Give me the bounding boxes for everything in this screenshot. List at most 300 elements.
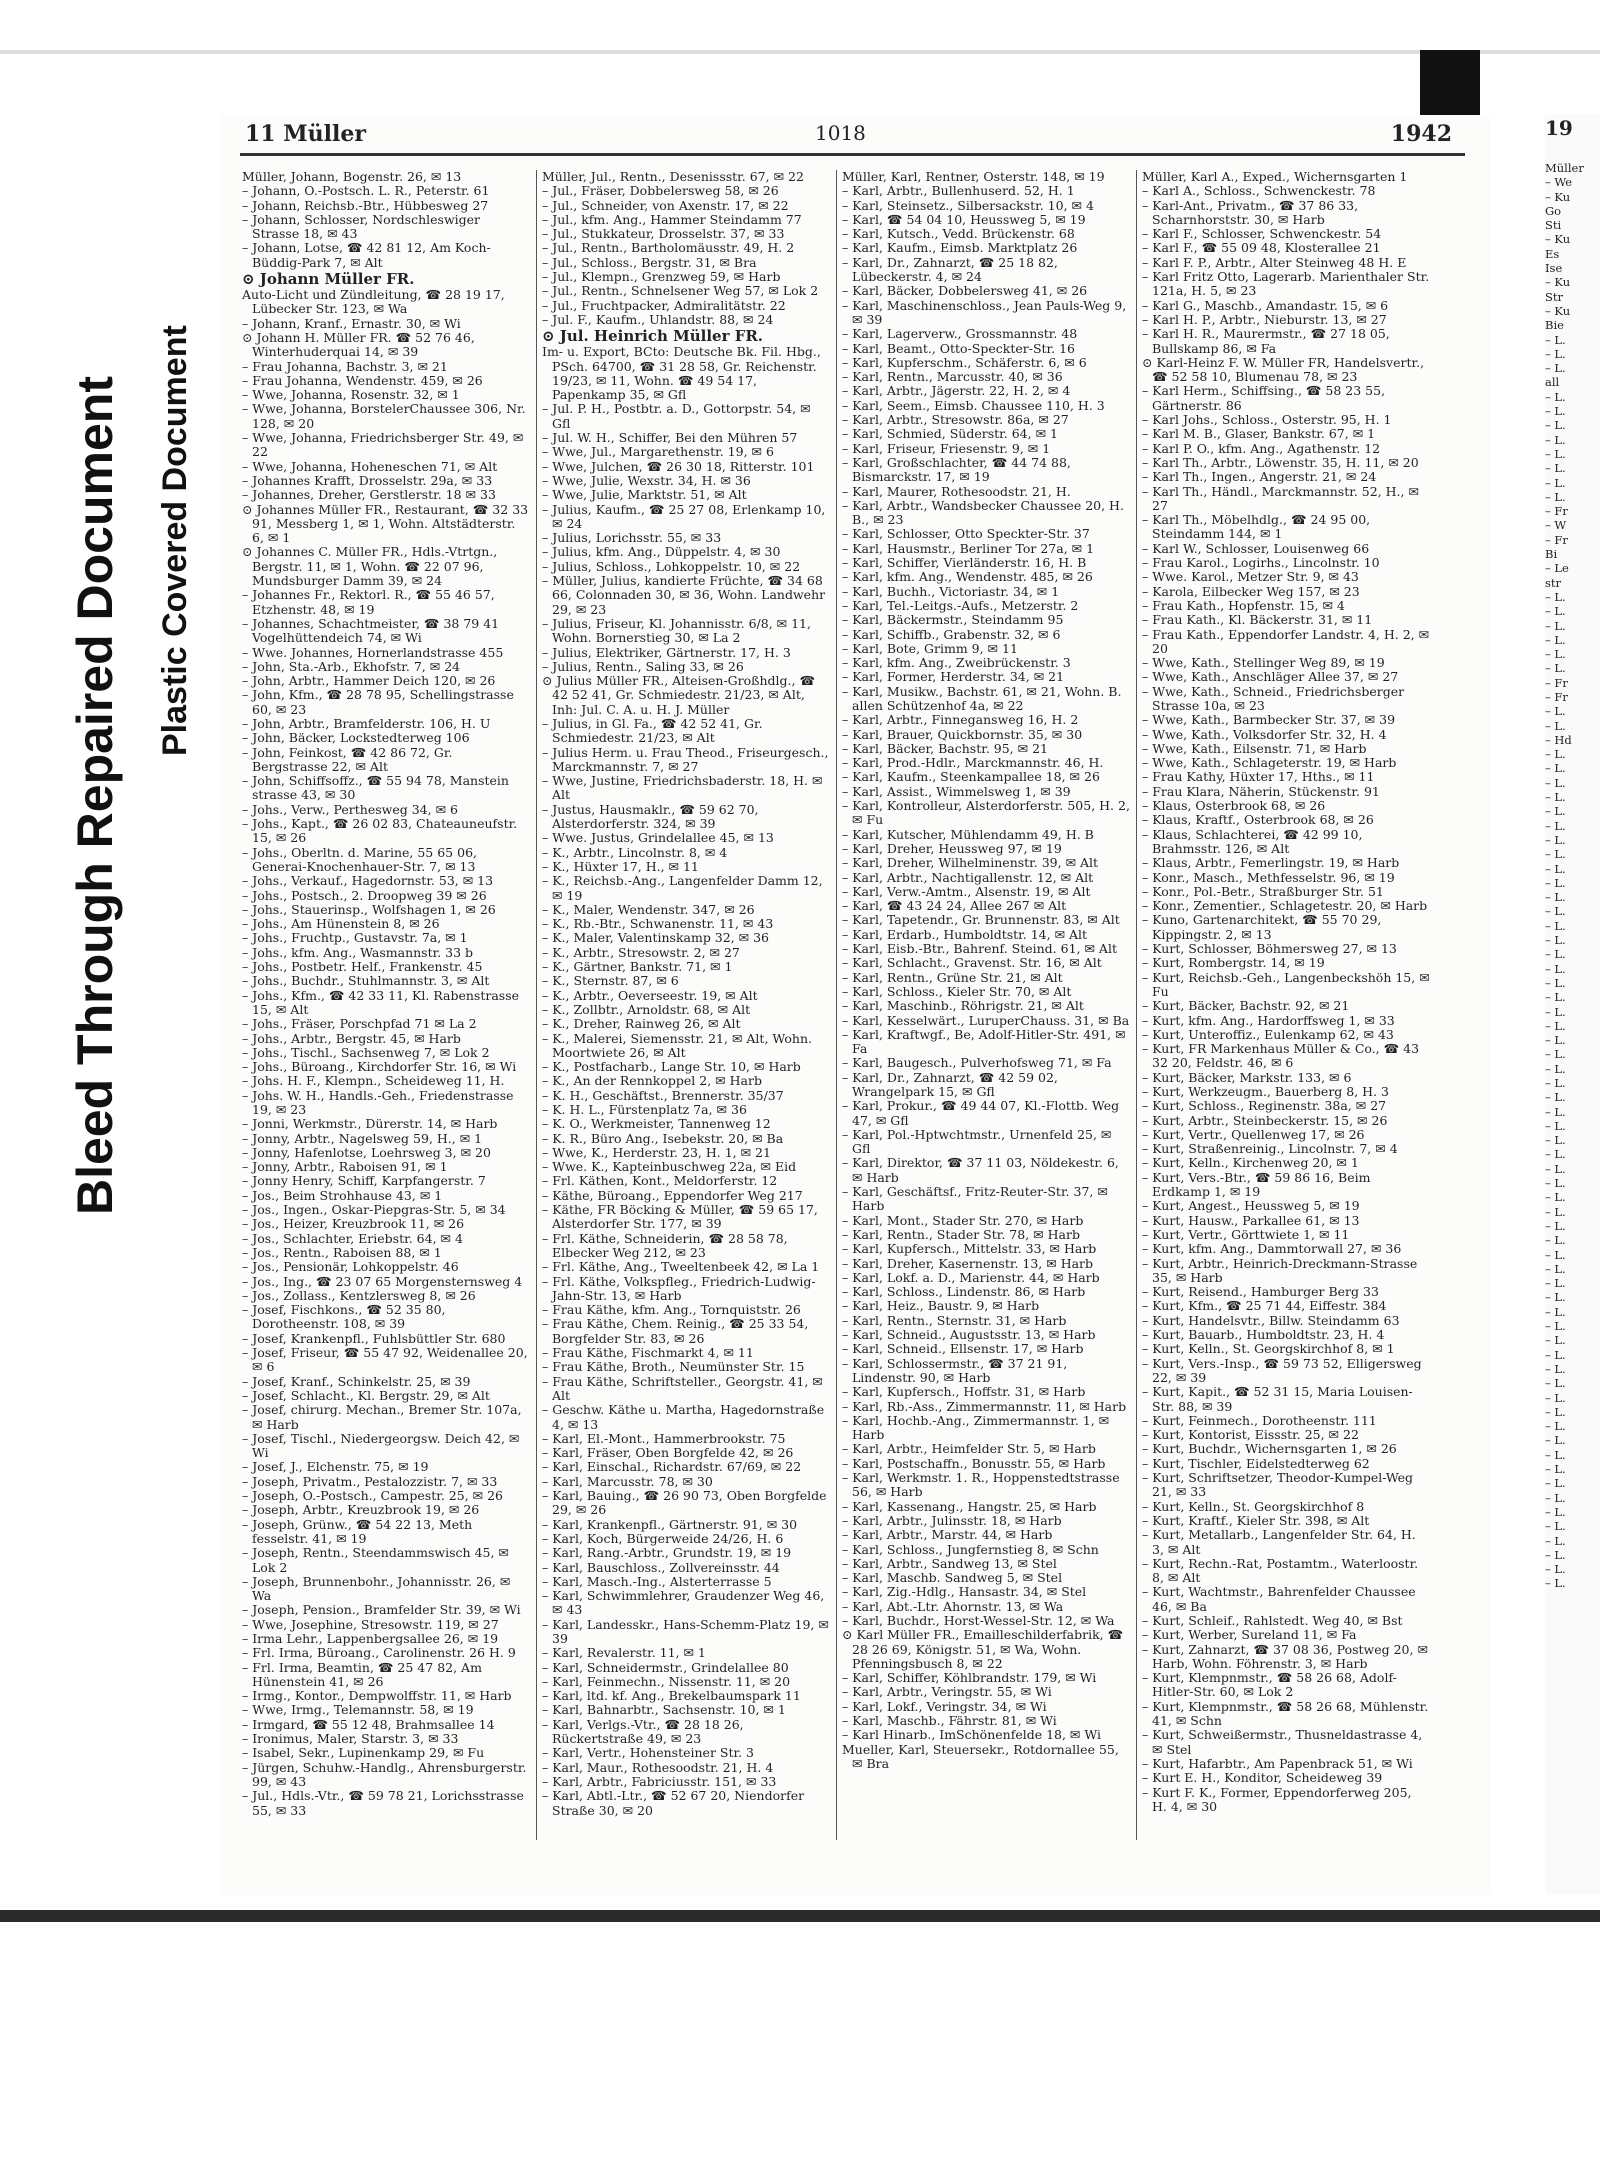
directory-entry: – Jul., kfm. Ang., Hammer Steindamm 77	[542, 211, 802, 227]
directory-entry: – Karl, Kutsch., Vedd. Brückenstr. 68	[842, 226, 1075, 242]
neighbor-line: – L.	[1545, 1361, 1566, 1376]
neighbor-line: – L.	[1545, 1261, 1566, 1276]
directory-entry: – Kurt, Buchdr., Wichernsgarten 1, ✉ 26	[1142, 1441, 1397, 1457]
directory-entry: – Karl, Revalerstr. 11, ✉ 1	[542, 1645, 706, 1661]
neighbor-line: – L.	[1545, 1276, 1566, 1291]
directory-entry: – Karl, Kesselwärt., LuruperChauss. 31, ✉ Ba	[842, 1012, 1130, 1028]
neighbor-line: – L.	[1545, 790, 1566, 805]
directory-entry: – K., Reichsb.-Ang., Langenfelder Damm 12, ✉ 19	[542, 873, 823, 903]
neighbor-line: – L.	[1545, 346, 1566, 361]
directory-entry: – Karl F., Schlosser, Schwenckestr. 54	[1142, 226, 1382, 242]
directory-entry: – Karl, Kaufm., Eimsb. Marktplatz 26	[842, 240, 1078, 256]
directory-entry: – K., Sternstr. 87, ✉ 6	[542, 973, 679, 989]
directory-entry: – Karl, ☎ 43 24 24, Allee 267 ✉ Alt	[842, 898, 1067, 914]
neighbor-line: – L.	[1545, 818, 1566, 833]
directory-entry: – Karl, ☎ 54 04 10, Heussweg 5, ✉ 19	[842, 211, 1086, 227]
directory-entry: – Josef, Kranf., Schinkelstr. 25, ✉ 39	[242, 1373, 471, 1389]
neighbor-line: – L.	[1545, 990, 1566, 1005]
directory-entry: – Frau Käthe, Chem. Reinig., ☎ 25 33 54, Borgfelder Str. 83, ✉ 26	[542, 1316, 809, 1346]
directory-entry: – Karl, Schiffer, Vierländerstr. 16, H. B	[842, 555, 1087, 571]
directory-entry: – Karl, Rb.-Ass., Zimmermannstr. 11, ✉ Harb	[842, 1398, 1127, 1414]
directory-entry: – Karl, Buchdr., Horst-Wessel-Str. 12, ✉ Wa	[842, 1612, 1115, 1628]
directory-entry: – Karl, Bäcker, Dobbelersweg 41, ✉ 26	[842, 283, 1088, 299]
directory-entry: – John, Bäcker, Lockstedterweg 106	[242, 730, 470, 746]
neighbor-page-number: 19	[1545, 116, 1573, 140]
directory-entry: – Karl, Arbtr., Wandsbecker Chaussee 20, H. B., ✉ 23	[842, 497, 1124, 528]
neighbor-line: – L.	[1545, 904, 1566, 919]
scan-bottom-edge	[0, 1910, 1600, 1922]
neighbor-line: – L.	[1545, 775, 1566, 790]
directory-page	[220, 115, 1490, 1895]
directory-entry: – Kurt, Vers.-Btr., ☎ 59 86 16, Beim Erdkamp 1, ✉ 19	[1142, 1169, 1371, 1200]
directory-entry: – Karl, Bahnarbtr., Sachsenstr. 10, ✉ 1	[542, 1702, 786, 1718]
directory-entry: – Wwe, Kath., Schlageterstr. 19, ✉ Harb	[1142, 755, 1397, 771]
neighbor-line: – We	[1545, 175, 1573, 190]
directory-entry: – Kurt F. K., Former, Eppendorferweg 205, H. 4, ✉ 30	[1142, 1784, 1412, 1814]
directory-entry: – Johann, Kranf., Ernastr. 30, ✉ Wi	[242, 315, 461, 331]
directory-entry: – Karl M. B., Glaser, Bankstr. 67, ✉ 1	[1142, 426, 1376, 442]
neighbor-lines	[1545, 161, 1600, 1591]
directory-entry: – Jul. F., Kaufm., Uhlandstr. 88, ✉ 24	[542, 311, 774, 327]
directory-entry: – Kurt, Angest., Heussweg 5, ✉ 19	[1142, 1198, 1360, 1214]
neighbor-line: – L.	[1545, 1319, 1566, 1334]
directory-entry: – K., Dreher, Rainweg 26, ✉ Alt	[542, 1016, 741, 1032]
directory-entry: – Wwe, Johanna, BorstelerChaussee 306, Nr. 128, ✉ 20	[242, 401, 526, 431]
directory-entry: – Kurt, Klempnmstr., ☎ 58 26 68, Adolf-Hitler-Str. 60, ✉ Lok 2	[1142, 1670, 1397, 1700]
directory-entry: – Karl, kfm. Ang., Zweibrückenstr. 3	[842, 655, 1071, 671]
directory-entry: – Julius, Rentn., Saling 33, ✉ 26	[542, 658, 744, 674]
directory-entry: – Julius, in Gl. Fa., ☎ 42 52 41, Gr. Schmiedestr. 21/23, ✉ Alt	[542, 715, 763, 746]
directory-entry: – Karl, Arbtr., Stresowstr. 86a, ✉ 27	[842, 412, 1069, 428]
directory-entry: – Karl, Assist., Wimmelsweg 1, ✉ 39	[842, 783, 1071, 799]
directory-entry: – Wwe, Julie, Wexstr. 34, H. ✉ 36	[542, 472, 751, 488]
neighbor-line: – Ku	[1545, 189, 1571, 204]
directory-entry: – Jul., Schloss., Bergstr. 31, ✉ Bra	[542, 254, 757, 270]
neighbor-line: – L.	[1545, 1576, 1566, 1591]
directory-entry: – Kurt, Kelln., St. Georgskirchhof 8	[1142, 1498, 1365, 1514]
directory-entry: – Jonny, Arbtr., Raboisen 91, ✉ 1	[242, 1159, 448, 1175]
column-divider	[1136, 170, 1137, 1840]
neighbor-line: – L.	[1545, 1176, 1566, 1191]
neighbor-line: – L.	[1545, 1476, 1566, 1491]
directory-entry: – Karl, Verlgs.-Vtr., ☎ 28 18 26, Rückertstraße 49, ✉ 23	[542, 1716, 744, 1747]
directory-entry: – Karl, Maschinenschloss., Jean Pauls-Weg 9, ✉ 39	[842, 297, 1127, 327]
directory-entry: – Jürgen, Schuhw.-Handlg., Ahrensburgerstr. 99, ✉ 43	[242, 1759, 527, 1789]
directory-entry: – Kurt, Vers.-Insp., ☎ 59 73 52, Elligersweg 22, ✉ 39	[1142, 1355, 1422, 1385]
neighbor-line: – L.	[1545, 404, 1566, 419]
neighbor-line: Ise	[1545, 261, 1563, 276]
directory-entry: – Wwe, Josephine, Stresowstr. 119, ✉ 27	[242, 1616, 499, 1632]
directory-entry: – Klaus, Kraftf., Osterbrook 68, ✉ 26	[1142, 812, 1374, 828]
directory-entry: – Frl. Käthe, Schneiderin, ☎ 28 58 78, Elbecker Weg 212, ✉ 23	[542, 1230, 788, 1260]
directory-entry: – Kurt, Reisend., Hamburger Berg 33	[1142, 1284, 1379, 1300]
directory-entry: – Johs., Büroang., Kirchdorfer Str. 16, ✉ Wi	[242, 1059, 517, 1075]
directory-entry: – Kurt E. H., Konditor, Scheideweg 39	[1142, 1770, 1383, 1786]
directory-entry: – Karl, El.-Mont., Hammerbrookstr. 75	[542, 1430, 786, 1446]
directory-entry: – Kurt, Kraftf., Kieler Str. 398, ✉ Alt	[1142, 1512, 1370, 1528]
directory-entry: – Karl, Arbtr., Jägerstr. 22, H. 2, ✉ 4	[842, 383, 1071, 399]
directory-entry: ⊙ Julius Müller FR., Alteisen-Großhdlg., ☎ 42 52 41, Gr. Schmiedestr. 21/23, ✉ Alt, Inh: Jul. C. A. u. H. J. Müller	[542, 673, 816, 717]
neighbor-line: – L.	[1545, 446, 1566, 461]
directory-entry: – Karl, Beamt., Otto-Speckter-Str. 16	[842, 340, 1076, 356]
directory-entry: – Johs., Oberltn. d. Marine, 55 65 06, Generai-Knochenhauer-Str. 7, ✉ 13	[242, 844, 477, 874]
directory-entry: – Wwe, Kath., Anschläger Allee 37, ✉ 27	[1142, 669, 1399, 685]
directory-entry: – Johs., Postbetr. Helf., Frankenstr. 45	[242, 959, 483, 975]
directory-entry: – Jos., Schlachter, Eriebstr. 64, ✉ 4	[242, 1230, 463, 1246]
neighbor-line: – L.	[1545, 1490, 1566, 1505]
directory-entry: – Karl, Seem., Eimsb. Chaussee 110, H. 3	[842, 397, 1105, 413]
directory-entry: – Karl, Brauer, Quickbornstr. 35, ✉ 30	[842, 726, 1083, 742]
directory-entry: – Frau Kath., Kl. Bäckerstr. 31, ✉ 11	[1142, 612, 1373, 628]
directory-entry: – Wwe, Jul., Margarethenstr. 19, ✉ 6	[542, 444, 774, 460]
directory-entry: – Käthe, Büroang., Eppendorfer Weg 217	[542, 1187, 803, 1203]
directory-entry: – Karl Th., Arbtr., Löwenstr. 35, H. 11, ✉ 20	[1142, 454, 1419, 470]
directory-entry: – Karl, Feinmechn., Nissenstr. 11, ✉ 20	[542, 1673, 791, 1689]
neighbor-line: – L.	[1545, 332, 1566, 347]
directory-entry: – Johs., Tischl., Sachsenweg 7, ✉ Lok 2	[242, 1044, 490, 1060]
directory-entry: – Käthe, FR Böcking & Müller, ☎ 59 65 17, Alsterdorfer Str. 177, ✉ 39	[542, 1202, 818, 1232]
directory-entry: – Karl, Tel.-Leitgs.-Aufs., Metzerstr. 2	[842, 597, 1079, 613]
directory-entry: – Kurt, Handelsvtr., Billw. Steindamm 63	[1142, 1312, 1400, 1328]
directory-entry: – Karl, Bauschloss., Zollvereinsstr. 44	[542, 1559, 780, 1575]
directory-entry: – Karl, Bauing., ☎ 26 90 73, Oben Borgfelde 29, ✉ 26	[542, 1488, 827, 1518]
directory-entry: – Karl, Kupferschm., Schäferstr. 6, ✉ 6	[842, 354, 1087, 370]
directory-entry: – Wwe, Kath., Eilsenstr. 71, ✉ Harb	[1142, 740, 1367, 756]
directory-entry: – Karl P. O., kfm. Ang., Agathenstr. 12	[1142, 440, 1381, 456]
bleed-through-label: Bleed Through Repaired Document	[67, 376, 123, 1215]
neighbor-line: – L.	[1545, 761, 1566, 776]
directory-entry: – Karl Th., Möbelhdlg., ☎ 24 95 00, Steindamm 144, ✉ 1	[1142, 512, 1371, 542]
neighbor-line: – Ku	[1545, 303, 1571, 318]
directory-entry: – Kurt, Werkzeugm., Bauerberg 8, H. 3	[1142, 1084, 1389, 1099]
directory-entry: – Kurt, Werber, Sureland 11, ✉ Fa	[1142, 1627, 1357, 1643]
directory-entry: – Karl, Eisb.-Btr., Bahrenf. Steind. 61, ✉ Alt	[842, 941, 1117, 957]
directory-entry: – Johs. W. H., Handls.-Geh., Friedenstrasse 19, ✉ 23	[242, 1087, 514, 1117]
directory-entry: – Karl, Mont., Stader Str. 270, ✉ Harb	[842, 1212, 1084, 1228]
neighbor-line: – L.	[1545, 875, 1566, 890]
neighbor-line: – L.	[1545, 1118, 1566, 1133]
directory-entry: – Julius, Schloss., Lohkoppelstr. 10, ✉ 22	[542, 558, 801, 574]
neighbor-line: – L.	[1545, 1204, 1566, 1219]
directory-entry: Mueller, Karl, Steuersekr., Rotdornallee 55, ✉ Bra	[842, 1741, 1119, 1771]
directory-entry: – Karl, Schneidermstr., Grindelallee 80	[542, 1659, 789, 1675]
directory-entry: – Karl, Arbtr., Heimfelder Str. 5, ✉ Harb	[842, 1441, 1096, 1457]
directory-entry: – Karl, Bote, Grimm 9, ✉ 11	[842, 640, 1018, 656]
neighbor-line: – L.	[1545, 1333, 1566, 1348]
directory-entry: – Karl, Geschäftsf., Fritz-Reuter-Str. 37, ✉ Harb	[842, 1184, 1108, 1214]
directory-entry: – Jos., Pensionär, Lohkoppelstr. 46	[242, 1259, 459, 1275]
directory-entry: – Kurt, Schweißermstr., Thusneldastrasse 4, ✉ Stel	[1142, 1727, 1423, 1757]
directory-entry: – Joseph, Pension., Bramfelder Str. 39, ✉ Wi	[242, 1602, 521, 1618]
directory-entry: – K., Malerei, Siemensstr. 21, ✉ Alt, Wohn. Moortwiete 26, ✉ Alt	[542, 1030, 813, 1060]
directory-entry: – Johann, O.-Postsch. L. R., Peterstr. 61	[242, 183, 490, 199]
neighbor-line: – L.	[1545, 975, 1566, 990]
directory-entry: – Karl, Buchh., Victoriastr. 34, ✉ 1	[842, 583, 1060, 599]
scan-top-edge	[0, 50, 1600, 54]
directory-entry: – Karl H. P., Arbtr., Nieburstr. 13, ✉ 27	[1142, 311, 1387, 327]
directory-entry: – Karl Th., Ingen., Angerstr. 21, ✉ 24	[1142, 469, 1377, 485]
directory-entry: – Karl-Ant., Privatm., ☎ 37 86 33, Scharnhorststr. 30, ✉ Harb	[1142, 197, 1359, 227]
directory-entry: – Kurt, Tischler, Eidelstedterweg 62	[1142, 1455, 1370, 1471]
neighbor-line: – L.	[1545, 418, 1566, 433]
directory-entry: – Kurt, Feinmech., Dorotheenstr. 111	[1142, 1412, 1377, 1428]
directory-entry: – Karl, Schlosser, Otto Speckter-Str. 37	[842, 526, 1090, 542]
directory-entry: – Karl, Arbtr., Marstr. 44, ✉ Harb	[842, 1527, 1053, 1543]
directory-column-1	[242, 170, 530, 1870]
directory-entry: – Kurt, Schloss., Reginenstr. 38a, ✉ 27	[1142, 1098, 1387, 1114]
directory-entry: – Frau Käthe, Schriftsteller., Georgstr. 41, ✉ Alt	[542, 1373, 823, 1403]
directory-entry: – Karl, Fräser, Oben Borgfelde 42, ✉ 26	[542, 1445, 794, 1461]
directory-entry: – K. H., Geschäftst., Brennerstr. 35/37	[542, 1087, 784, 1103]
directory-entry: – Julius Herm. u. Frau Theod., Friseurgesch., Marckmannstr. 7, ✉ 27	[542, 744, 829, 774]
directory-entry: – Karl, Koch, Bürgerweide 24/26, H. 6	[542, 1530, 784, 1546]
directory-entry: – Jos., Heizer, Kreuzbrook 11, ✉ 26	[242, 1216, 465, 1232]
directory-entry: – John, Kfm., ☎ 28 78 95, Schellingstrasse 60, ✉ 23	[242, 687, 514, 717]
directory-entry: – Karl, Einschal., Richardstr. 67/69, ✉ 22	[542, 1459, 802, 1475]
directory-entry: – K., Arbtr., Stresowstr. 2, ✉ 27	[542, 944, 740, 960]
directory-entry: – Joseph, Arbtr., Kreuzbrook 19, ✉ 26	[242, 1502, 480, 1518]
directory-entry: – Johannes Krafft, Drosselstr. 29a, ✉ 33	[242, 472, 493, 488]
directory-entry: – Karl, Masch.-Ing., Alsterterrasse 5	[542, 1573, 772, 1589]
directory-entry: – Karl, Schloss., Kieler Str. 70, ✉ Alt	[842, 983, 1072, 999]
directory-entry: – Wwe, Irmg., Telemannstr. 58, ✉ 19	[242, 1702, 474, 1718]
directory-entry: – K. R., Büro Ang., Isebekstr. 20, ✉ Ba	[542, 1130, 784, 1146]
directory-entry: – Konr., Masch., Methfesselstr. 96, ✉ 19	[1142, 869, 1395, 885]
directory-entry: – Wwe, Kath., Volksdorfer Str. 32, H. 4	[1142, 726, 1387, 742]
directory-entry: – Frl. Käthe, Volkspfleg., Friedrich-Ludwig-Jahn-Str. 13, ✉ Harb	[542, 1273, 816, 1303]
directory-entry: – Wwe, Kath., Barmbecker Str. 37, ✉ 39	[1142, 712, 1396, 728]
neighbor-line: – L.	[1545, 1376, 1566, 1391]
directory-entry: – Johs., Verkauf., Hagedornstr. 53, ✉ 13	[242, 873, 494, 889]
neighbor-line: – Fr	[1545, 504, 1568, 519]
directory-entry: – Kurt, Kontorist, Eissstr. 25, ✉ 22	[1142, 1427, 1359, 1443]
neighbor-line: – L.	[1545, 1061, 1566, 1076]
directory-entry: – Jos., Ingen., Oskar-Piepgras-Str. 5, ✉ 34	[242, 1202, 506, 1218]
directory-entry: – Wwe. Johannes, Hornerlandstrasse 455	[242, 644, 504, 660]
neighbor-line: – L.	[1545, 1047, 1566, 1062]
directory-entry: – Frau Käthe, Fischmarkt 4, ✉ 11	[542, 1345, 754, 1361]
directory-entry: – Karl, Arbtr., Fabriciusstr. 151, ✉ 33	[542, 1773, 777, 1789]
directory-entry: – Karl, Kaufm., Steenkampallee 18, ✉ 26	[842, 769, 1100, 785]
directory-entry: – Kurt, kfm. Ang., Dammtorwall 27, ✉ 36	[1142, 1241, 1402, 1257]
neighbor-line: – Fr	[1545, 532, 1568, 547]
directory-entry: – Karl, Dreher, Kasernenstr. 13, ✉ Harb	[842, 1255, 1094, 1271]
neighbor-line: – L.	[1545, 1562, 1566, 1577]
neighbor-line: – L.	[1545, 604, 1566, 619]
directory-entry: – Karl, Abt.-Ltr. Ahornstr. 13, ✉ Wa	[842, 1598, 1064, 1614]
directory-entry: – Karl, Dreher, Wilhelminenstr. 39, ✉ Alt	[842, 855, 1099, 871]
directory-entry: Müller, Karl A., Exped., Wichernsgarten 1	[1142, 170, 1408, 184]
column-divider	[536, 170, 537, 1840]
directory-entry: – Karl A., Schloss., Schwenckestr. 78	[1142, 183, 1376, 199]
directory-entry: – Konr., Pol.-Betr., Straßburger Str. 51	[1142, 883, 1384, 899]
directory-entry: – Frl. Irma, Büroang., Carolinenstr. 26 H. 9	[242, 1645, 516, 1661]
directory-entry: – Frau Käthe, Broth., Neumünster Str. 15	[542, 1359, 805, 1375]
page-number: 1018	[815, 121, 866, 145]
directory-entry: – Jul., Fruchtpacker, Admiralitätstr. 22	[542, 297, 786, 313]
directory-entry: – Karl, Kupfersch., Mittelstr. 33, ✉ Harb	[842, 1241, 1097, 1257]
directory-entry: – Karl, Musikw., Bachstr. 61, ✉ 21, Wohn. B. allen Schützenhof 4a, ✉ 22	[842, 683, 1122, 713]
directory-entry: – Irmgard, ☎ 55 12 48, Brahmsallee 14	[242, 1716, 495, 1732]
neighbor-line: – Ku	[1545, 275, 1571, 290]
neighbor-line: – W	[1545, 518, 1567, 533]
directory-entry: – Kurt, Kelln., St. Georgskirchhof 8, ✉ 1	[1142, 1341, 1395, 1357]
neighbor-line: – L.	[1545, 804, 1566, 819]
neighbor-line: Müller	[1545, 161, 1584, 175]
directory-entry: – Jos., Zollass., Kentzlersweg 8, ✉ 26	[242, 1287, 476, 1303]
neighbor-line: – L.	[1545, 832, 1566, 847]
neighbor-line: – L.	[1545, 1133, 1566, 1148]
neighbor-line: – L.	[1545, 1447, 1566, 1462]
neighbor-line: – L.	[1545, 661, 1566, 676]
directory-entry: – Johs., Postsch., 2. Droopweg 39 ✉ 26	[242, 887, 487, 903]
directory-entry: – Karl F. P., Arbtr., Alter Steinweg 48 H. E	[1142, 254, 1407, 270]
directory-entry: – Karl, Dr., Zahnarzt, ☎ 42 59 02, Wrangelpark 15, ✉ Gfl	[842, 1069, 1058, 1099]
directory-entry: – John, Sta.-Arb., Ekhofstr. 7, ✉ 24	[242, 658, 461, 674]
directory-entry: – Johannes, Dreher, Gerstlerstr. 18 ✉ 33	[242, 487, 496, 503]
neighbor-page-strip	[1545, 115, 1600, 1895]
directory-entry: – John, Feinkost, ☎ 42 86 72, Gr. Bergstrasse 22, ✉ Alt	[242, 744, 453, 774]
directory-entry: – Jul., Stukkateur, Drosselstr. 37, ✉ 33	[542, 226, 785, 242]
neighbor-line: – L.	[1545, 1076, 1566, 1090]
neighbor-line: – L.	[1545, 1004, 1566, 1019]
directory-entry: – Johs., kfm. Ang., Wasmannstr. 33 b	[242, 944, 474, 960]
directory-entry: – Johs., Fruchtp., Gustavstr. 7a, ✉ 1	[242, 930, 468, 946]
directory-entry: – Klaus, Schlachterei, ☎ 42 99 10, Brahmsstr. 126, ✉ Alt	[1142, 826, 1363, 856]
directory-entry: – Karl H. R., Maurermstr., ☎ 27 18 05, Bullskamp 86, ✉ Fa	[1142, 326, 1390, 356]
neighbor-line: – L.	[1545, 1090, 1566, 1105]
directory-entry: – Kurt, Zahnarzt, ☎ 37 08 36, Postweg 20, ✉ Harb, Wohn. Föhrenstr. 3, ✉ Harb	[1142, 1641, 1428, 1671]
directory-entry: – Jos., Rentn., Raboisen 88, ✉ 1	[242, 1244, 442, 1260]
neighbor-line: – L.	[1545, 389, 1566, 404]
directory-entry: – Frau Klara, Näherin, Stückenstr. 91	[1142, 783, 1380, 799]
neighbor-line: – Hd	[1545, 732, 1572, 747]
page-header	[220, 115, 1490, 155]
directory-entry: – Karl, Kontrolleur, Alsterdorferstr. 505, H. 2, ✉ Fu	[842, 798, 1130, 828]
directory-entry: – Justus, Hausmaklr., ☎ 59 62 70, Alsterdorferstr. 324, ✉ 39	[542, 801, 759, 832]
directory-entry: – Karl, Baugesch., Pulverhofsweg 71, ✉ Fa	[842, 1055, 1112, 1071]
directory-entry: – John, Arbtr., Hammer Deich 120, ✉ 26	[242, 673, 496, 689]
directory-entry: Müller, Johann, Bogenstr. 26, ✉ 13	[242, 170, 462, 184]
directory-entry: – Julius, Friseur, Kl. Johannisstr. 6/8, ✉ 11, Wohn. Bornerstieg 30, ✉ La 2	[542, 615, 811, 646]
directory-entry: – K. O., Werkmeister, Tannenweg 12	[542, 1116, 771, 1132]
directory-entry: – Karl Fritz Otto, Lagerarb. Marienthaler Str. 121a, H. 5, ✉ 23	[1142, 269, 1430, 299]
directory-entry: – Karl, Rentn., Grüne Str. 21, ✉ Alt	[842, 969, 1063, 985]
directory-entry: – Karl, Werkmstr. 1. R., Hoppenstedtstrasse 56, ✉ Harb	[842, 1470, 1120, 1500]
directory-entry: – Johs., Kapt., ☎ 26 02 83, Chateauneufstr. 15, ✉ 26	[242, 816, 518, 846]
directory-entry: – Johs., Stauerinsp., Wolfshagen 1, ✉ 26	[242, 901, 496, 917]
directory-entry: Auto-Licht und Zündleitung, ☎ 28 19 17, Lübecker Str. 123, ✉ Wa	[242, 287, 505, 317]
directory-entry: ⊙ Karl-Heinz F. W. Müller FR, Handelsvertr., ☎ 52 58 10, Blumenau 78, ✉ 23	[1142, 354, 1425, 385]
directory-entry: – Karl, Lokf., Veringstr. 34, ✉ Wi	[842, 1698, 1047, 1714]
directory-entry: – Karl, Landesskr., Hans-Schemm-Platz 19, ✉ 39	[542, 1616, 829, 1646]
directory-entry: – Frau Kath., Hopfenstr. 15, ✉ 4	[1142, 597, 1345, 613]
directory-entry: – Karola, Eilbecker Weg 157, ✉ 23	[1142, 583, 1360, 599]
neighbor-line: – L.	[1545, 1404, 1566, 1419]
directory-entry: – Karl, Steinsetz., Silbersackstr. 10, ✉ 4	[842, 197, 1094, 213]
directory-entry: – Kurt, Kfm., ☎ 25 71 44, Eiffestr. 384	[1142, 1298, 1387, 1314]
directory-entry: – Karl, Rentn., Stader Str. 78, ✉ Harb	[842, 1226, 1080, 1242]
neighbor-line: – L.	[1545, 847, 1566, 862]
directory-entry: – Karl, Pol.-Hptwchtmstr., Urnenfeld 25, ✉ Gfl	[842, 1126, 1112, 1157]
directory-entry: – Frl. Käthe, Ang., Tweeltenbeek 42, ✉ La 1	[542, 1259, 820, 1275]
directory-entry: – K. H. L., Fürstenplatz 7a, ✉ 36	[542, 1102, 747, 1117]
directory-entry: – Jul. W. H., Schiffer, Bei den Mühren 57	[542, 430, 798, 446]
directory-entry: – Jonni, Werkmstr., Dürerstr. 14, ✉ Harb	[242, 1116, 498, 1132]
directory-entry: – Johann, Schlosser, Nordschleswiger Strasse 18, ✉ 43	[242, 211, 481, 242]
neighbor-line: – L.	[1545, 475, 1566, 490]
directory-entry: – Karl, Arbtr., Nachtigallenstr. 12, ✉ Alt	[842, 869, 1094, 885]
neighbor-line: – L.	[1545, 618, 1566, 633]
directory-entry: – Kuno, Gartenarchitekt, ☎ 55 70 29, Kippingstr. 2, ✉ 13	[1142, 912, 1382, 942]
directory-entry: – Wwe, Kath., Stellinger Weg 89, ✉ 19	[1142, 655, 1385, 671]
neighbor-line: – L.	[1545, 1033, 1566, 1048]
directory-entry: – Karl, Schloss., Lindenstr. 86, ✉ Harb	[842, 1284, 1086, 1300]
directory-entry: – K., Hüxter 17, H., ✉ 11	[542, 858, 699, 874]
neighbor-line: – L.	[1545, 947, 1566, 962]
neighbor-line: – L.	[1545, 1547, 1566, 1562]
neighbor-line: – L.	[1545, 918, 1566, 933]
directory-entry: – Karl, Schwimmlehrer, Graudenzer Weg 46, ✉ 43	[542, 1588, 825, 1618]
directory-entry: – Kurt, Arbtr., Steinbeckerstr. 15, ✉ 26	[1142, 1112, 1388, 1128]
neighbor-line: – Ku	[1545, 232, 1571, 247]
directory-entry: – Karl, Hausmstr., Berliner Tor 27a, ✉ 1	[842, 540, 1095, 556]
directory-entry: – John, Schiffsoffz., ☎ 55 94 78, Manstein strasse 43, ✉ 30	[242, 773, 509, 803]
directory-entry: – K., Arbtr., Lincolnstr. 8, ✉ 4	[542, 844, 728, 860]
directory-entry: – Karl, Lokf. a. D., Marienstr. 44, ✉ Harb	[842, 1269, 1100, 1285]
directory-entry: – Kurt, Reichsb.-Geh., Langenbeckshöh 15, ✉ Fu	[1142, 969, 1430, 999]
header-year: 1942	[1390, 121, 1452, 147]
directory-entry: – Josef, chirurg. Mechan., Bremer Str. 107a, ✉ Harb	[242, 1402, 522, 1432]
directory-entry: – Karl, Maur., Rothesoodstr. 21, H. 4	[542, 1759, 774, 1775]
neighbor-line: – L.	[1545, 1304, 1566, 1319]
neighbor-line: – L.	[1545, 1462, 1566, 1477]
directory-entry: – Kurt, Metallarb., Langenfelder Str. 64, H. 3, ✉ Alt	[1142, 1527, 1416, 1557]
directory-entry: – Karl, Abtl.-Ltr., ☎ 52 67 20, Niendorfer Straße 30, ✉ 20	[542, 1788, 805, 1818]
neighbor-line: – L.	[1545, 1018, 1566, 1033]
neighbor-line: – L.	[1545, 1247, 1566, 1262]
neighbor-line: – L.	[1545, 1290, 1566, 1305]
directory-entry: – Jul., Fräser, Dobbelersweg 58, ✉ 26	[542, 183, 779, 199]
directory-entry: – Karl, Vertr., Hohensteiner Str. 3	[542, 1745, 754, 1761]
directory-entry: – Wwe, Johanna, Rosenstr. 32, ✉ 1	[242, 387, 460, 403]
directory-entry: – K., Zollbtr., Arnoldstr. 68, ✉ Alt	[542, 1001, 751, 1017]
directory-entry: – Konr., Zementier., Schlagetestr. 20, ✉ Harb	[1142, 898, 1428, 914]
directory-entry: ⊙ Jul. Heinrich Müller FR.	[542, 327, 764, 346]
directory-entry: – Karl, Hochb.-Ang., Zimmermannstr. 1, ✉ Harb	[842, 1412, 1110, 1443]
neighbor-line: – L.	[1545, 632, 1566, 647]
directory-column-4	[1142, 170, 1430, 1870]
header-rule	[240, 153, 1465, 156]
directory-entry: – Karl, Kassenang., Hangstr. 25, ✉ Harb	[842, 1498, 1097, 1514]
neighbor-line: – L.	[1545, 890, 1566, 905]
directory-entry: – Jonny, Hafenlotse, Loehrsweg 3, ✉ 20	[242, 1144, 491, 1160]
neighbor-line: – L.	[1545, 432, 1566, 447]
directory-entry: – Kurt, Vertr., Quellenweg 17, ✉ 26	[1142, 1126, 1365, 1142]
directory-entry: – Wwe, Julchen, ☎ 26 30 18, Ritterstr. 101	[542, 458, 815, 474]
directory-entry: – Josef, Friseur, ☎ 55 47 92, Weidenallee 20, ✉ 6	[242, 1345, 528, 1375]
neighbor-line: – L.	[1545, 489, 1566, 504]
directory-entry: – Frau Johanna, Bachstr. 3, ✉ 21	[242, 358, 448, 374]
directory-entry: – K., Postfacharb., Lange Str. 10, ✉ Harb	[542, 1059, 801, 1075]
neighbor-line: all	[1545, 375, 1560, 390]
directory-entry: – Karl, Schloss., Jungfernstieg 8, ✉ Schn	[842, 1541, 1099, 1557]
directory-entry: – Joseph, Privatm., Pestalozzistr. 7, ✉ 33	[242, 1473, 498, 1489]
neighbor-line: – L.	[1545, 1390, 1566, 1405]
directory-entry: – Karl, Maurer, Rothesoodstr. 21, H.	[842, 483, 1071, 499]
neighbor-line: – L.	[1545, 933, 1566, 948]
directory-entry: – Karl G., Maschb., Amandastr. 15, ✉ 6	[1142, 297, 1389, 313]
